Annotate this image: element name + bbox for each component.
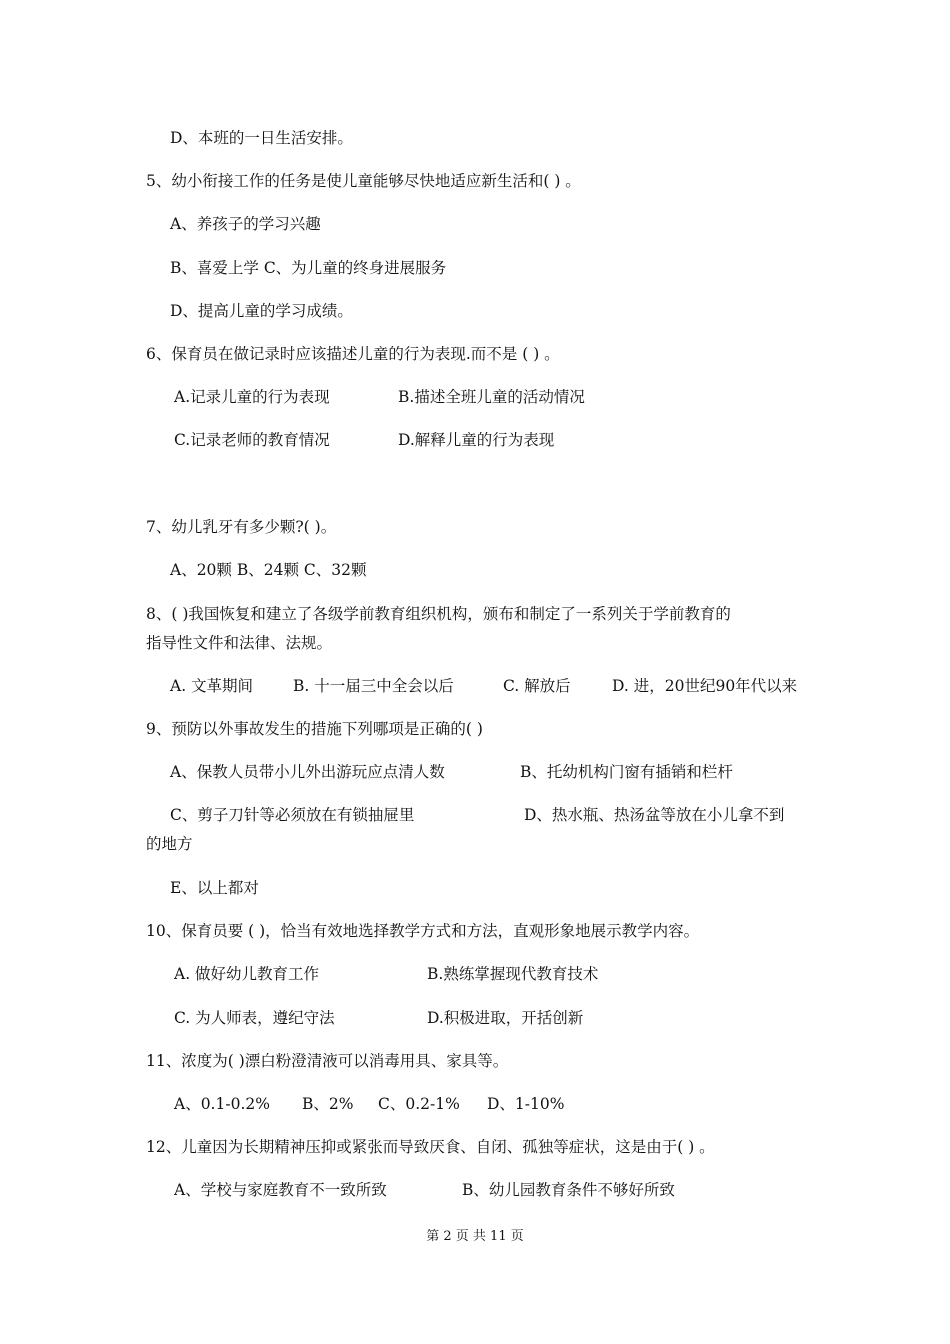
question-10: 10、保育员要 ( )，恰当有效地选择教学方式和方法，直观形象地展示教学内容。 [146, 922, 700, 940]
option-d: D.解释儿童的行为表现 [398, 431, 555, 449]
option-line: A、养孩子的学习兴趣 [170, 215, 321, 233]
option-b: B.描述全班儿童的活动情况 [398, 388, 585, 406]
page-footer: 第 2 页 共 11 页 [426, 1229, 524, 1244]
option-d-continued: 的地方 [146, 835, 193, 853]
question-7: 7、幼儿乳牙有多少颗?( )。 [146, 518, 337, 536]
option-b: B、托幼机构门窗有插销和栏杆 [520, 763, 733, 781]
question-9: 9、预防以外事故发生的措施下列哪项是正确的( ) [146, 720, 483, 738]
option-a: A. 做好幼儿教育工作 [174, 965, 320, 983]
option-c: C.记录老师的教育情况 [174, 431, 330, 449]
option-c: C. 解放后 [503, 677, 571, 695]
option-b: B. 十一届三中全会以后 [293, 677, 454, 695]
option-a: A、学校与家庭教育不一致所致 [174, 1181, 387, 1199]
option-line: D、本班的一日生活安排。 [170, 129, 353, 147]
option-a: A、保教人员带小儿外出游玩应点清人数 [170, 763, 445, 781]
question-12: 12、儿童因为长期精神压抑或紧张而导致厌食、自闭、孤独等症状，这是由于( ) 。 [146, 1138, 715, 1156]
option-a: A. 文革期间 [170, 677, 254, 695]
option-line: A、20颗 B、24颗 C、32颗 [170, 561, 367, 579]
option-b: B、2% [302, 1095, 354, 1113]
option-b: B、幼儿园教育条件不够好所致 [462, 1181, 675, 1199]
question-8: 8、( )我国恢复和建立了各级学前教育组织机构，颁布和制定了一系列关于学前教育的 [146, 605, 731, 623]
option-c: C. 为人师表，遵纪守法 [174, 1009, 335, 1027]
option-e: E、以上都对 [170, 879, 259, 897]
option-d: D.积极进取，开括创新 [427, 1009, 584, 1027]
option-c: C、0.2-1% [378, 1095, 460, 1113]
option-d: D、热水瓶、热汤盆等放在小儿拿不到 [524, 806, 785, 824]
option-d: D、1-10% [487, 1095, 565, 1113]
question-6: 6、保育员在做记录时应该描述儿童的行为表现.而不是 ( ) 。 [146, 345, 560, 363]
option-c: C、剪子刀针等必须放在有锁抽屉里 [170, 806, 415, 824]
option-a: A.记录儿童的行为表现 [174, 388, 330, 406]
question-8-continued: 指导性文件和法律、法规。 [146, 634, 333, 652]
option-line: B、喜爱上学 C、为儿童的终身进展服务 [170, 259, 447, 277]
option-line: D、提高儿童的学习成绩。 [170, 302, 353, 320]
question-5: 5、幼小衔接工作的任务是使儿童能够尽快地适应新生活和( ) 。 [146, 172, 581, 190]
option-b: B.熟练掌握现代教育技术 [427, 965, 599, 983]
option-a: A、0.1-0.2% [174, 1095, 270, 1113]
option-d: D. 进，20世纪90年代以来 [612, 677, 798, 695]
question-11: 11、浓度为( )漂白粉澄清液可以消毒用具、家具等。 [146, 1052, 509, 1070]
